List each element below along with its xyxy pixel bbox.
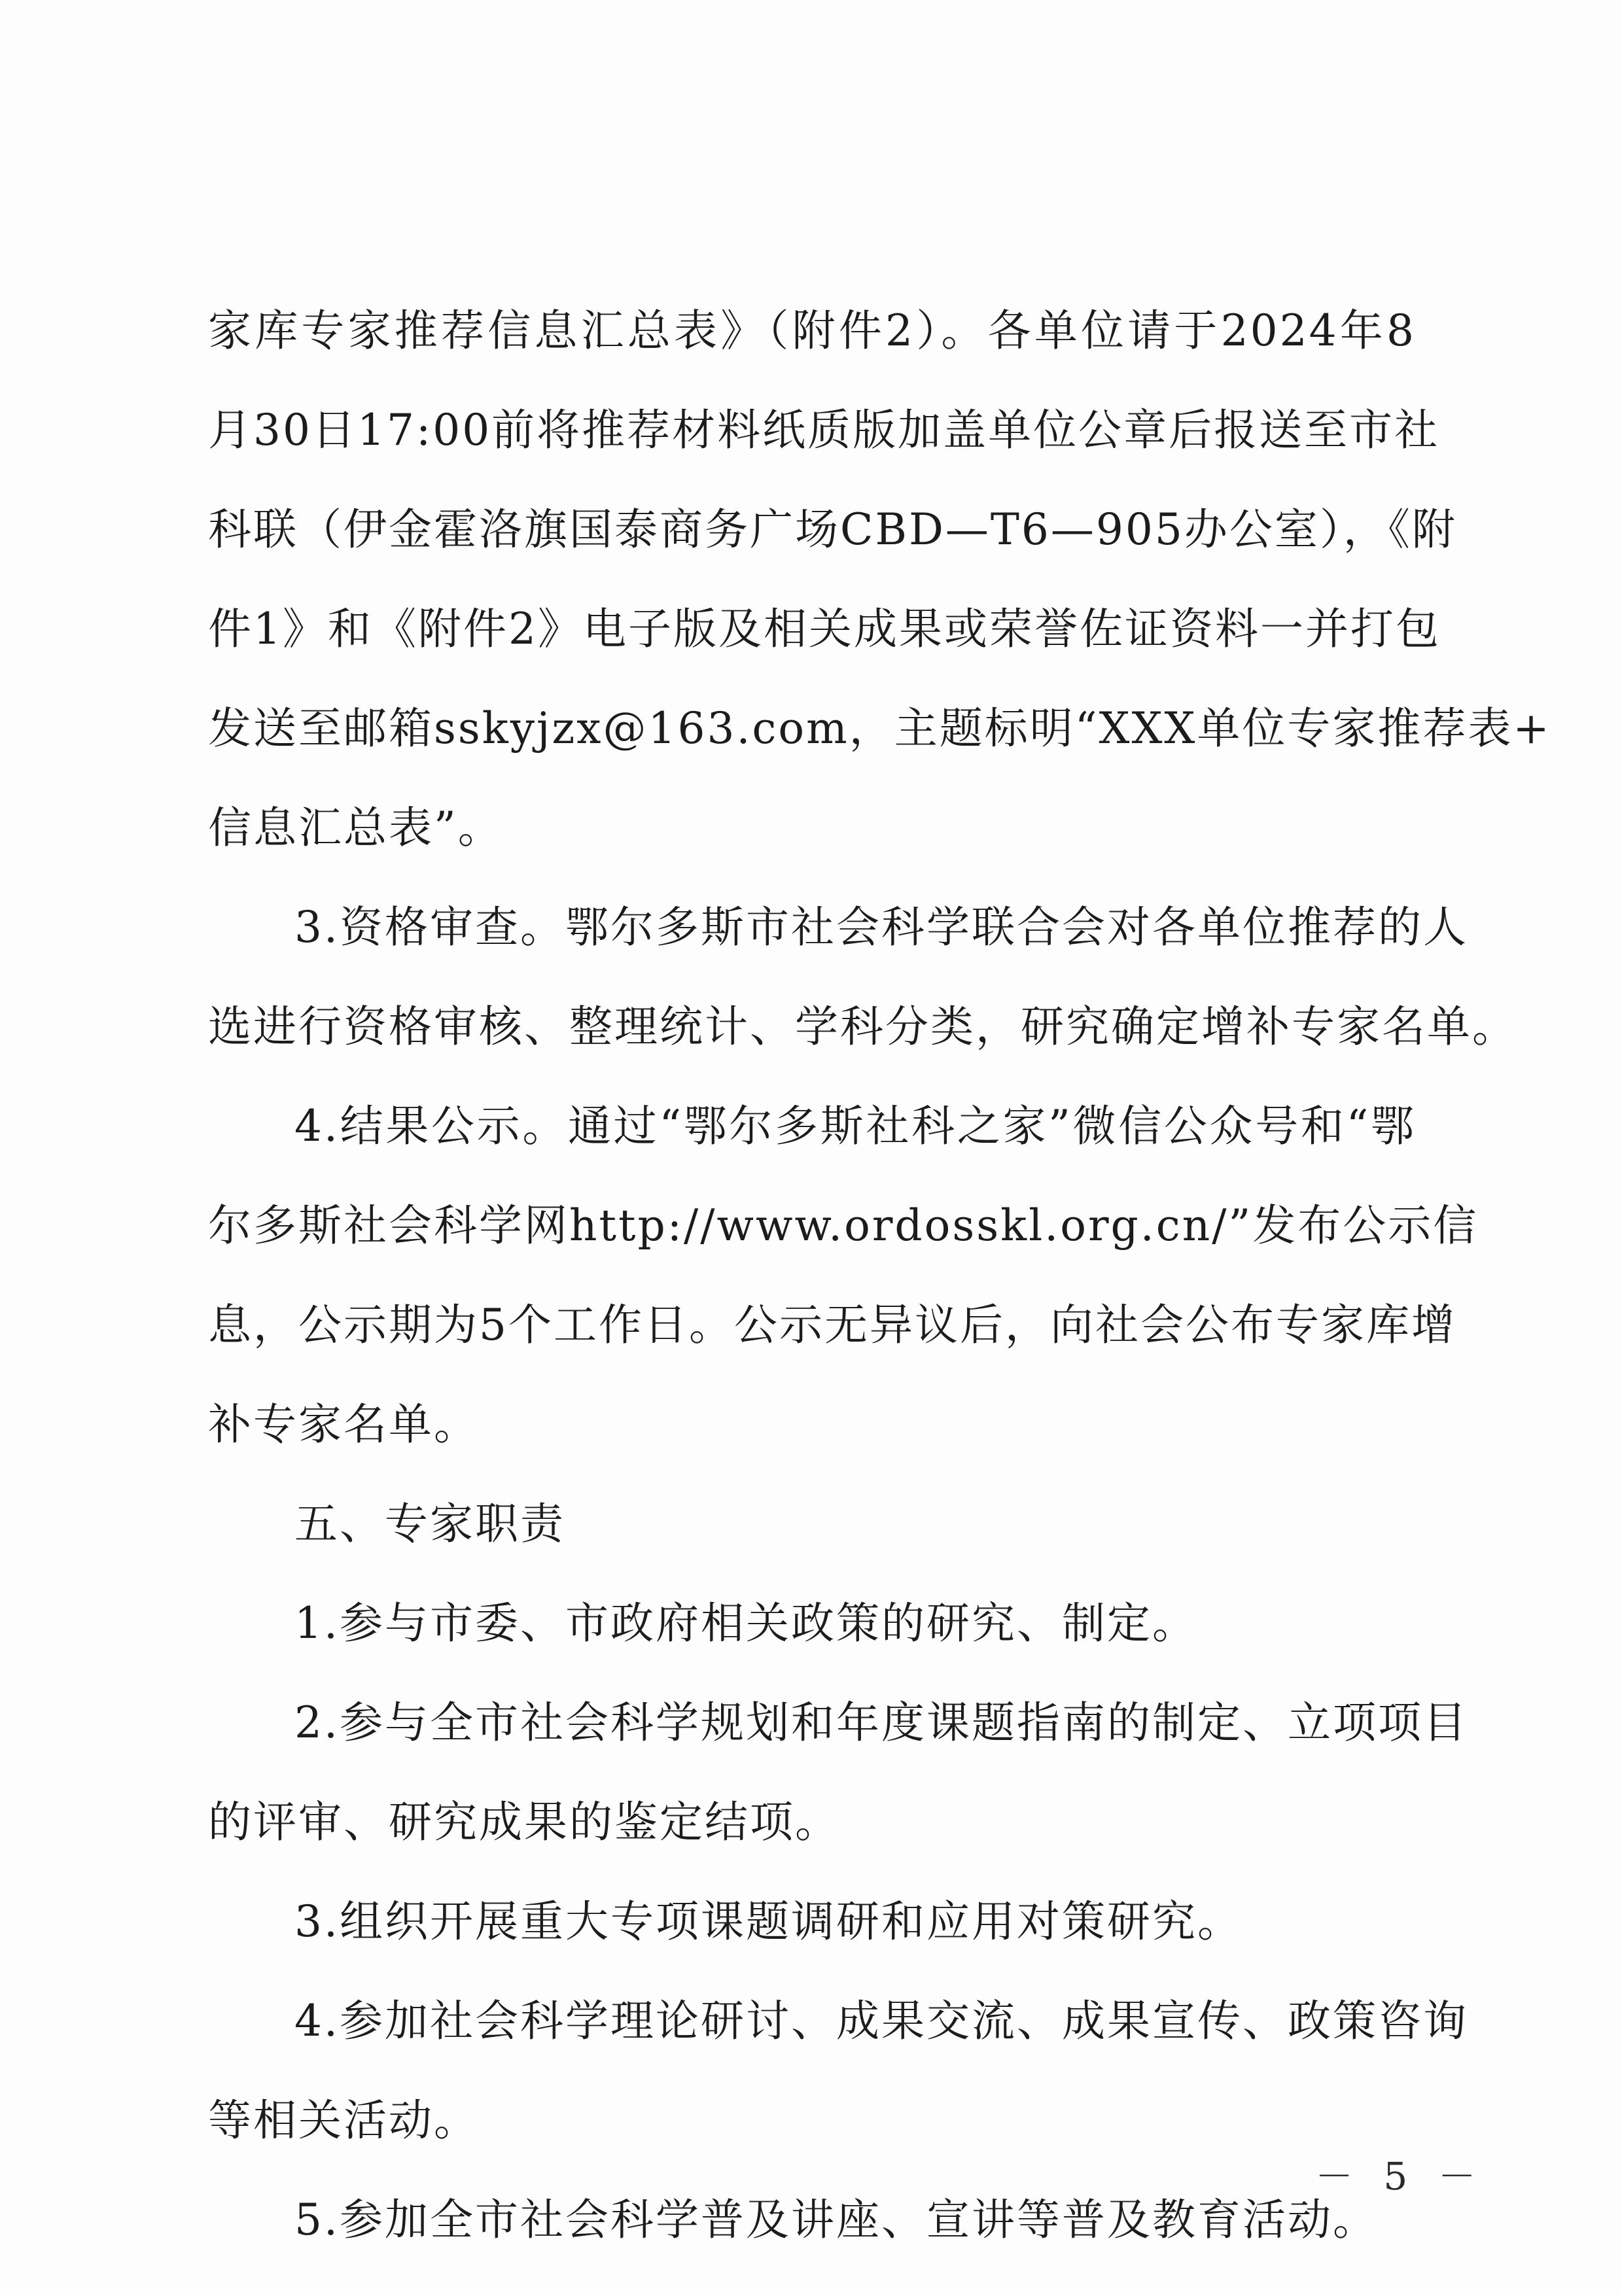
text-line: 尔多斯社会科学网http://www.ordosskl.org.cn/”发布公示信 <box>208 1200 1479 1251</box>
text-line: 3.资格审查。鄂尔多斯市社会科学联合会对各单位推荐的人 <box>294 902 1468 952</box>
text-line: 1.参与市委、市政府相关政策的研究、制定。 <box>294 1598 1197 1648</box>
text-line: 月30日17:00前将推荐材料纸质版加盖单位公章后报送至市社 <box>208 405 1440 455</box>
text-line: 的评审、研究成果的鉴定结项。 <box>208 1797 840 1847</box>
text-line: 补专家名单。 <box>208 1399 479 1450</box>
text-line: 5.参加全市社会科学普及讲座、宣讲等普及教育活动。 <box>294 2195 1378 2245</box>
text-line: 2.参与全市社会科学规划和年度课题指南的制定、立项项目 <box>294 1697 1468 1748</box>
text-line: 4.结果公示。通过“鄂尔多斯社科之家”微信公众号和“鄂 <box>294 1101 1416 1151</box>
text-line: 家库专家推荐信息汇总表》（附件2）。各单位请于2024年8 <box>208 305 1416 356</box>
section-heading: 五、专家职责 <box>294 1499 565 1549</box>
text-line: 息，公示期为5个工作日。公示无异议后，向社会公布专家库增 <box>208 1300 1456 1350</box>
text-line: 4.参加社会科学理论研讨、成果交流、成果宣传、政策咨询 <box>294 1996 1468 2046</box>
document-body <box>208 305 1551 2296</box>
text-line: 等相关活动。 <box>208 2095 479 2146</box>
text-line: 选进行资格审核、整理统计、学科分类，研究确定增补专家名单。 <box>208 1001 1517 1052</box>
text-line: 发送至邮箱sskyjzx@163.com，主题标明“XXX单位专家推荐表+ <box>208 703 1551 754</box>
text-line: 3.组织开展重大专项课题调研和应用对策研究。 <box>294 1896 1243 1947</box>
page-number: － 5 － <box>1315 2154 1485 2199</box>
text-line: 科联（伊金霍洛旗国泰商务广场CBD—T6—905办公室），《附 <box>208 504 1457 555</box>
text-line: 信息汇总表”。 <box>208 803 503 853</box>
text-line: 件1》和《附件2》电子版及相关成果或荣誉佐证资料一并打包 <box>208 604 1441 654</box>
